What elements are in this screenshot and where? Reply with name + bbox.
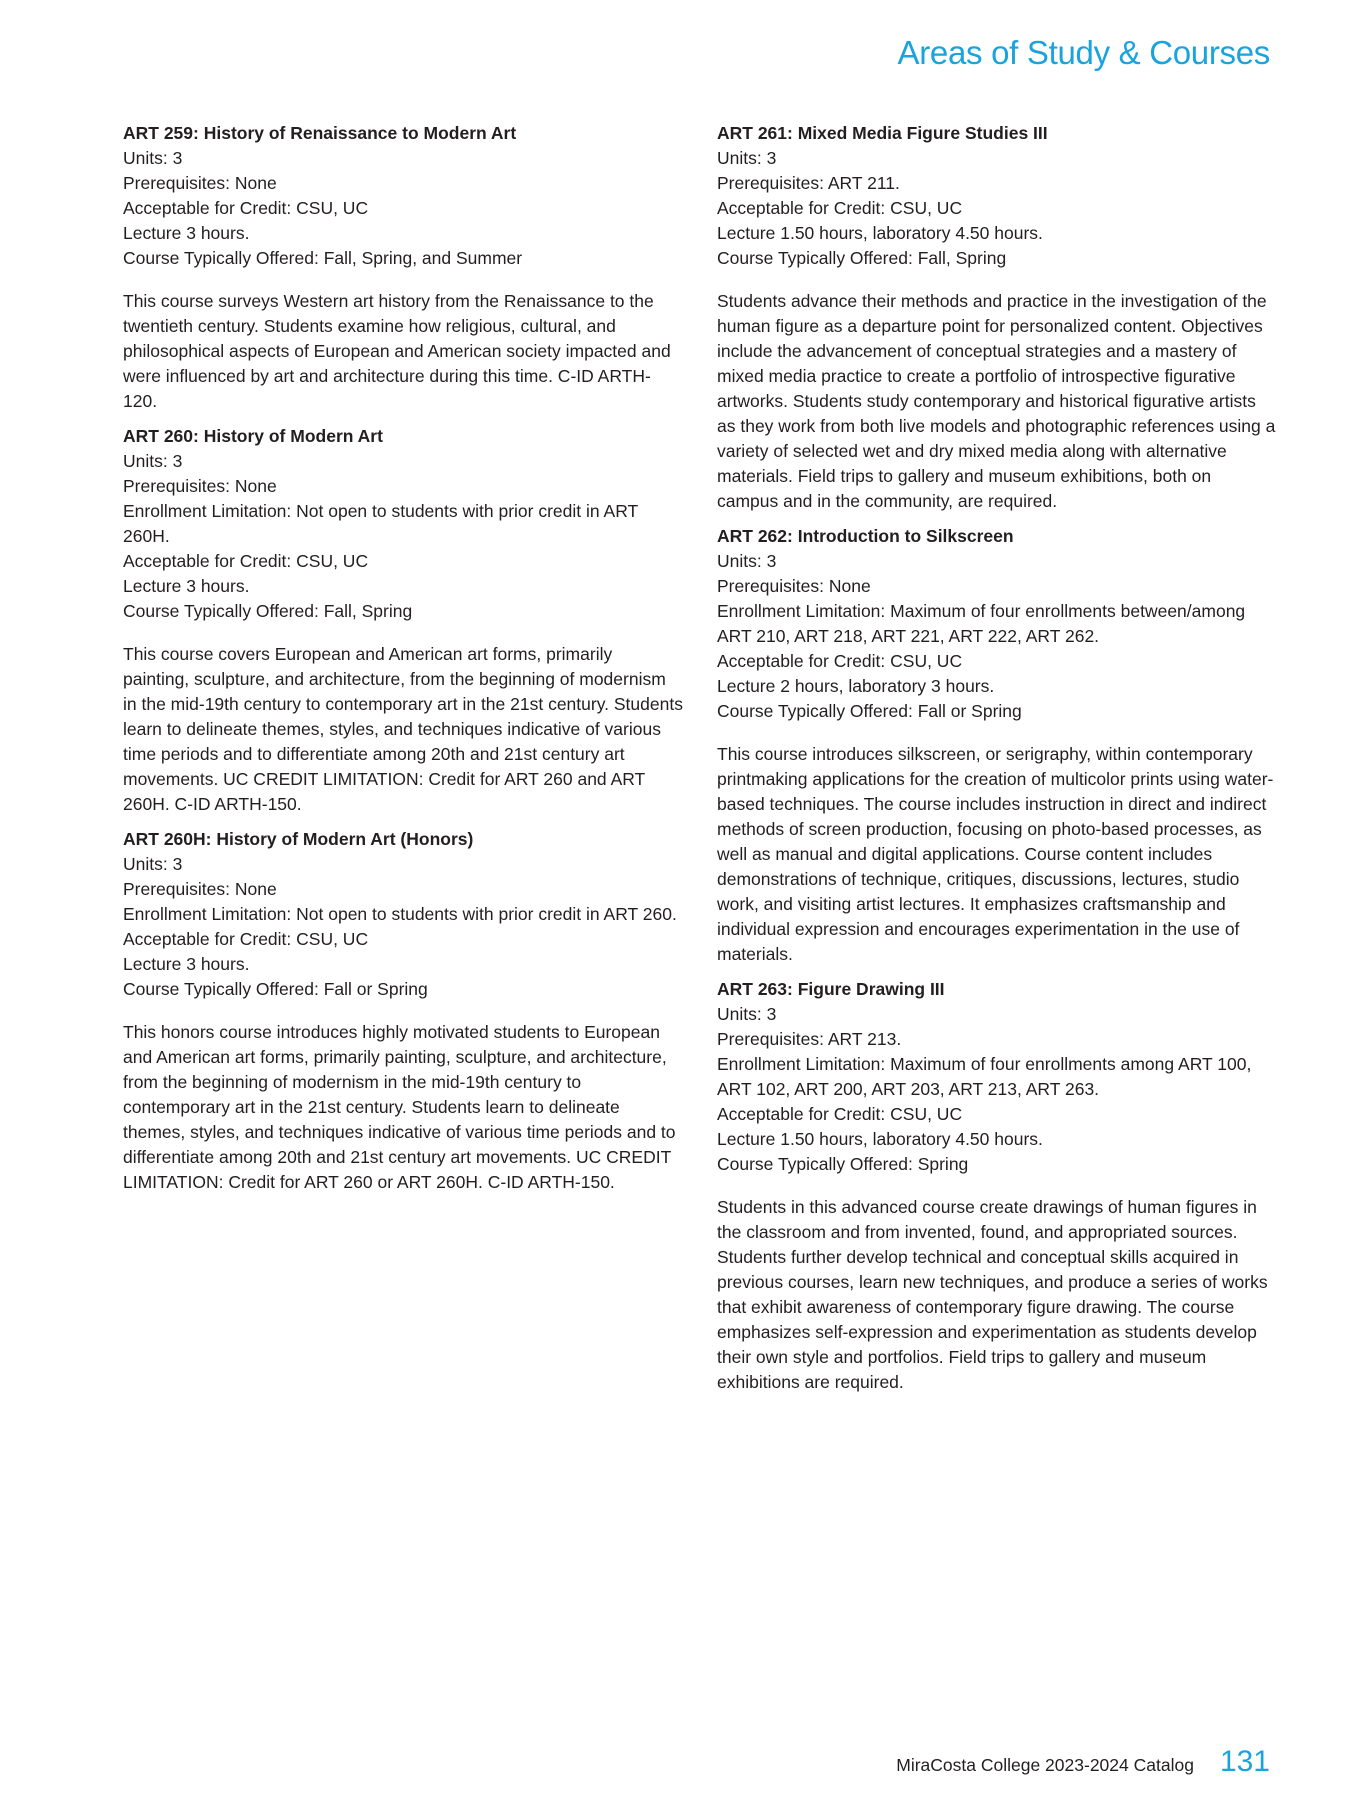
course-description: This course surveys Western art history from the Renaissance to the twentieth century. Students examine how religious, cultural, and philosophical aspects of European and American society impacted and were influenced by art and architecture during this time. C-ID ARTH-120. <box>123 291 671 411</box>
course-meta-line: Acceptable for Credit: CSU, UC <box>717 1104 963 1124</box>
course-meta-line: Units: 3 <box>717 551 777 571</box>
course-meta <box>717 1002 1277 1177</box>
left-column <box>123 121 683 1205</box>
course-entry <box>123 121 683 414</box>
course-meta <box>123 449 683 624</box>
course-entry <box>123 424 683 817</box>
course-meta-line: Course Typically Offered: Spring <box>717 1154 969 1174</box>
course-meta-line: Lecture 3 hours. <box>123 954 250 974</box>
course-meta-line: Course Typically Offered: Fall, Spring <box>717 248 1007 268</box>
course-meta-line: Units: 3 <box>717 1004 777 1024</box>
course-meta-line: Lecture 2 hours, laboratory 3 hours. <box>717 676 995 696</box>
course-meta-line: Acceptable for Credit: CSU, UC <box>717 198 963 218</box>
course-meta-line: Course Typically Offered: Fall, Spring <box>123 601 413 621</box>
course-meta-line: Prerequisites: None <box>123 173 277 193</box>
course-entry <box>123 827 683 1195</box>
course-entry <box>717 977 1277 1395</box>
course-title: ART 260: History of Modern Art <box>123 426 383 446</box>
course-meta <box>123 852 683 1002</box>
course-meta-line: Course Typically Offered: Fall or Spring <box>717 701 1022 721</box>
course-description: Students advance their methods and practice in the investigation of the human figure as a departure point for personalized content. Objectives include the advancement of conceptual strategies and a mastery of mixed media practice to create a portfolio of introspective figurative artworks. Students study contemporary and historical figurative artists as they work from both live models and photographic references using a variety of selected wet and dry mixed media along with alternative materials. Field trips to gallery and museum exhibitions, both on campus and in the community, are required. <box>717 291 1276 511</box>
course-meta <box>123 146 683 271</box>
course-title: ART 260H: History of Modern Art (Honors) <box>123 829 474 849</box>
course-meta-line: Acceptable for Credit: CSU, UC <box>123 929 369 949</box>
course-meta-line: Course Typically Offered: Fall or Spring <box>123 979 428 999</box>
right-column <box>717 121 1277 1405</box>
course-title: ART 259: History of Renaissance to Modern Art <box>123 123 517 143</box>
course-meta <box>717 146 1277 271</box>
course-title: ART 262: Introduction to Silkscreen <box>717 526 1014 546</box>
page-footer <box>896 1745 1270 1779</box>
course-meta <box>717 549 1277 724</box>
course-meta-line: Units: 3 <box>123 854 183 874</box>
course-meta-line: Lecture 1.50 hours, laboratory 4.50 hours. <box>717 223 1043 243</box>
course-meta-line: Enrollment Limitation: Not open to students with prior credit in ART 260H. <box>123 501 638 546</box>
course-description: This honors course introduces highly motivated students to European and American art forms, primarily painting, sculpture, and architecture, from the beginning of modernism in the mid-19th century to contemporary art in the 21st century. Students learn to delineate themes, styles, and techniques indicative of various time periods and to differentiate among 20th and 21st century art movements. UC CREDIT LIMITATION: Credit for ART 260 or ART 260H. C-ID ARTH-150. <box>123 1022 676 1192</box>
course-meta-line: Prerequisites: ART 213. <box>717 1029 902 1049</box>
course-entry <box>717 524 1277 967</box>
course-meta-line: Lecture 1.50 hours, laboratory 4.50 hours. <box>717 1129 1043 1149</box>
course-title: ART 263: Figure Drawing III <box>717 979 945 999</box>
course-meta-line: Lecture 3 hours. <box>123 223 250 243</box>
course-description: This course introduces silkscreen, or serigraphy, within contemporary printmaking applications for the creation of multicolor prints using water-based techniques. The course includes instruction in direct and indirect methods of screen production, focusing on photo-based processes, as well as manual and digital applications. Course content includes demonstrations of technique, critiques, discussions, lectures, studio work, and visiting artist lectures. It emphasizes craftsmanship and individual expression and encourages experimentation in the use of materials. <box>717 744 1274 964</box>
catalog-name: MiraCosta College 2023-2024 Catalog <box>896 1755 1194 1775</box>
course-title: ART 261: Mixed Media Figure Studies III <box>717 123 1048 143</box>
course-meta-line: Prerequisites: None <box>717 576 871 596</box>
course-meta-line: Prerequisites: None <box>123 879 277 899</box>
course-meta-line: Prerequisites: None <box>123 476 277 496</box>
course-meta-line: Acceptable for Credit: CSU, UC <box>717 651 963 671</box>
course-meta-line: Enrollment Limitation: Not open to students with prior credit in ART 260. <box>123 904 677 924</box>
course-meta-line: Lecture 3 hours. <box>123 576 250 596</box>
section-header: Areas of Study & Courses <box>897 34 1270 71</box>
course-meta-line: Enrollment Limitation: Maximum of four enrollments among ART 100, ART 102, ART 200, ART 203, ART 213, ART 263. <box>717 1054 1252 1099</box>
course-meta-line: Acceptable for Credit: CSU, UC <box>123 551 369 571</box>
course-meta-line: Prerequisites: ART 211. <box>717 173 900 193</box>
course-description: This course covers European and American art forms, primarily painting, sculpture, and architecture, from the beginning of modernism in the mid-19th century to contemporary art in the 21st century. Students learn to delineate themes, styles, and techniques indicative of various time periods and to differentiate among 20th and 21st century art movements. UC CREDIT LIMITATION: Credit for ART 260 and ART 260H. C-ID ARTH-150. <box>123 644 683 814</box>
course-description: Students in this advanced course create drawings of human figures in the classroom and from invented, found, and appropriated sources. Students further develop technical and conceptual skills acquired in previous courses, learn new techniques, and produce a series of works that exhibit awareness of contemporary figure drawing. The course emphasizes self-expression and experimentation as students develop their own style and portfolios. Field trips to gallery and museum exhibitions are required. <box>717 1197 1268 1392</box>
course-meta-line: Enrollment Limitation: Maximum of four enrollments between/among ART 210, ART 218, ART 221, ART 222, ART 262. <box>717 601 1246 646</box>
course-meta-line: Units: 3 <box>717 148 777 168</box>
course-meta-line: Acceptable for Credit: CSU, UC <box>123 198 369 218</box>
course-entry <box>717 121 1277 514</box>
course-meta-line: Units: 3 <box>123 451 183 471</box>
course-meta-line: Units: 3 <box>123 148 183 168</box>
page-number: 131 <box>1219 1745 1270 1778</box>
course-meta-line: Course Typically Offered: Fall, Spring, and Summer <box>123 248 523 268</box>
